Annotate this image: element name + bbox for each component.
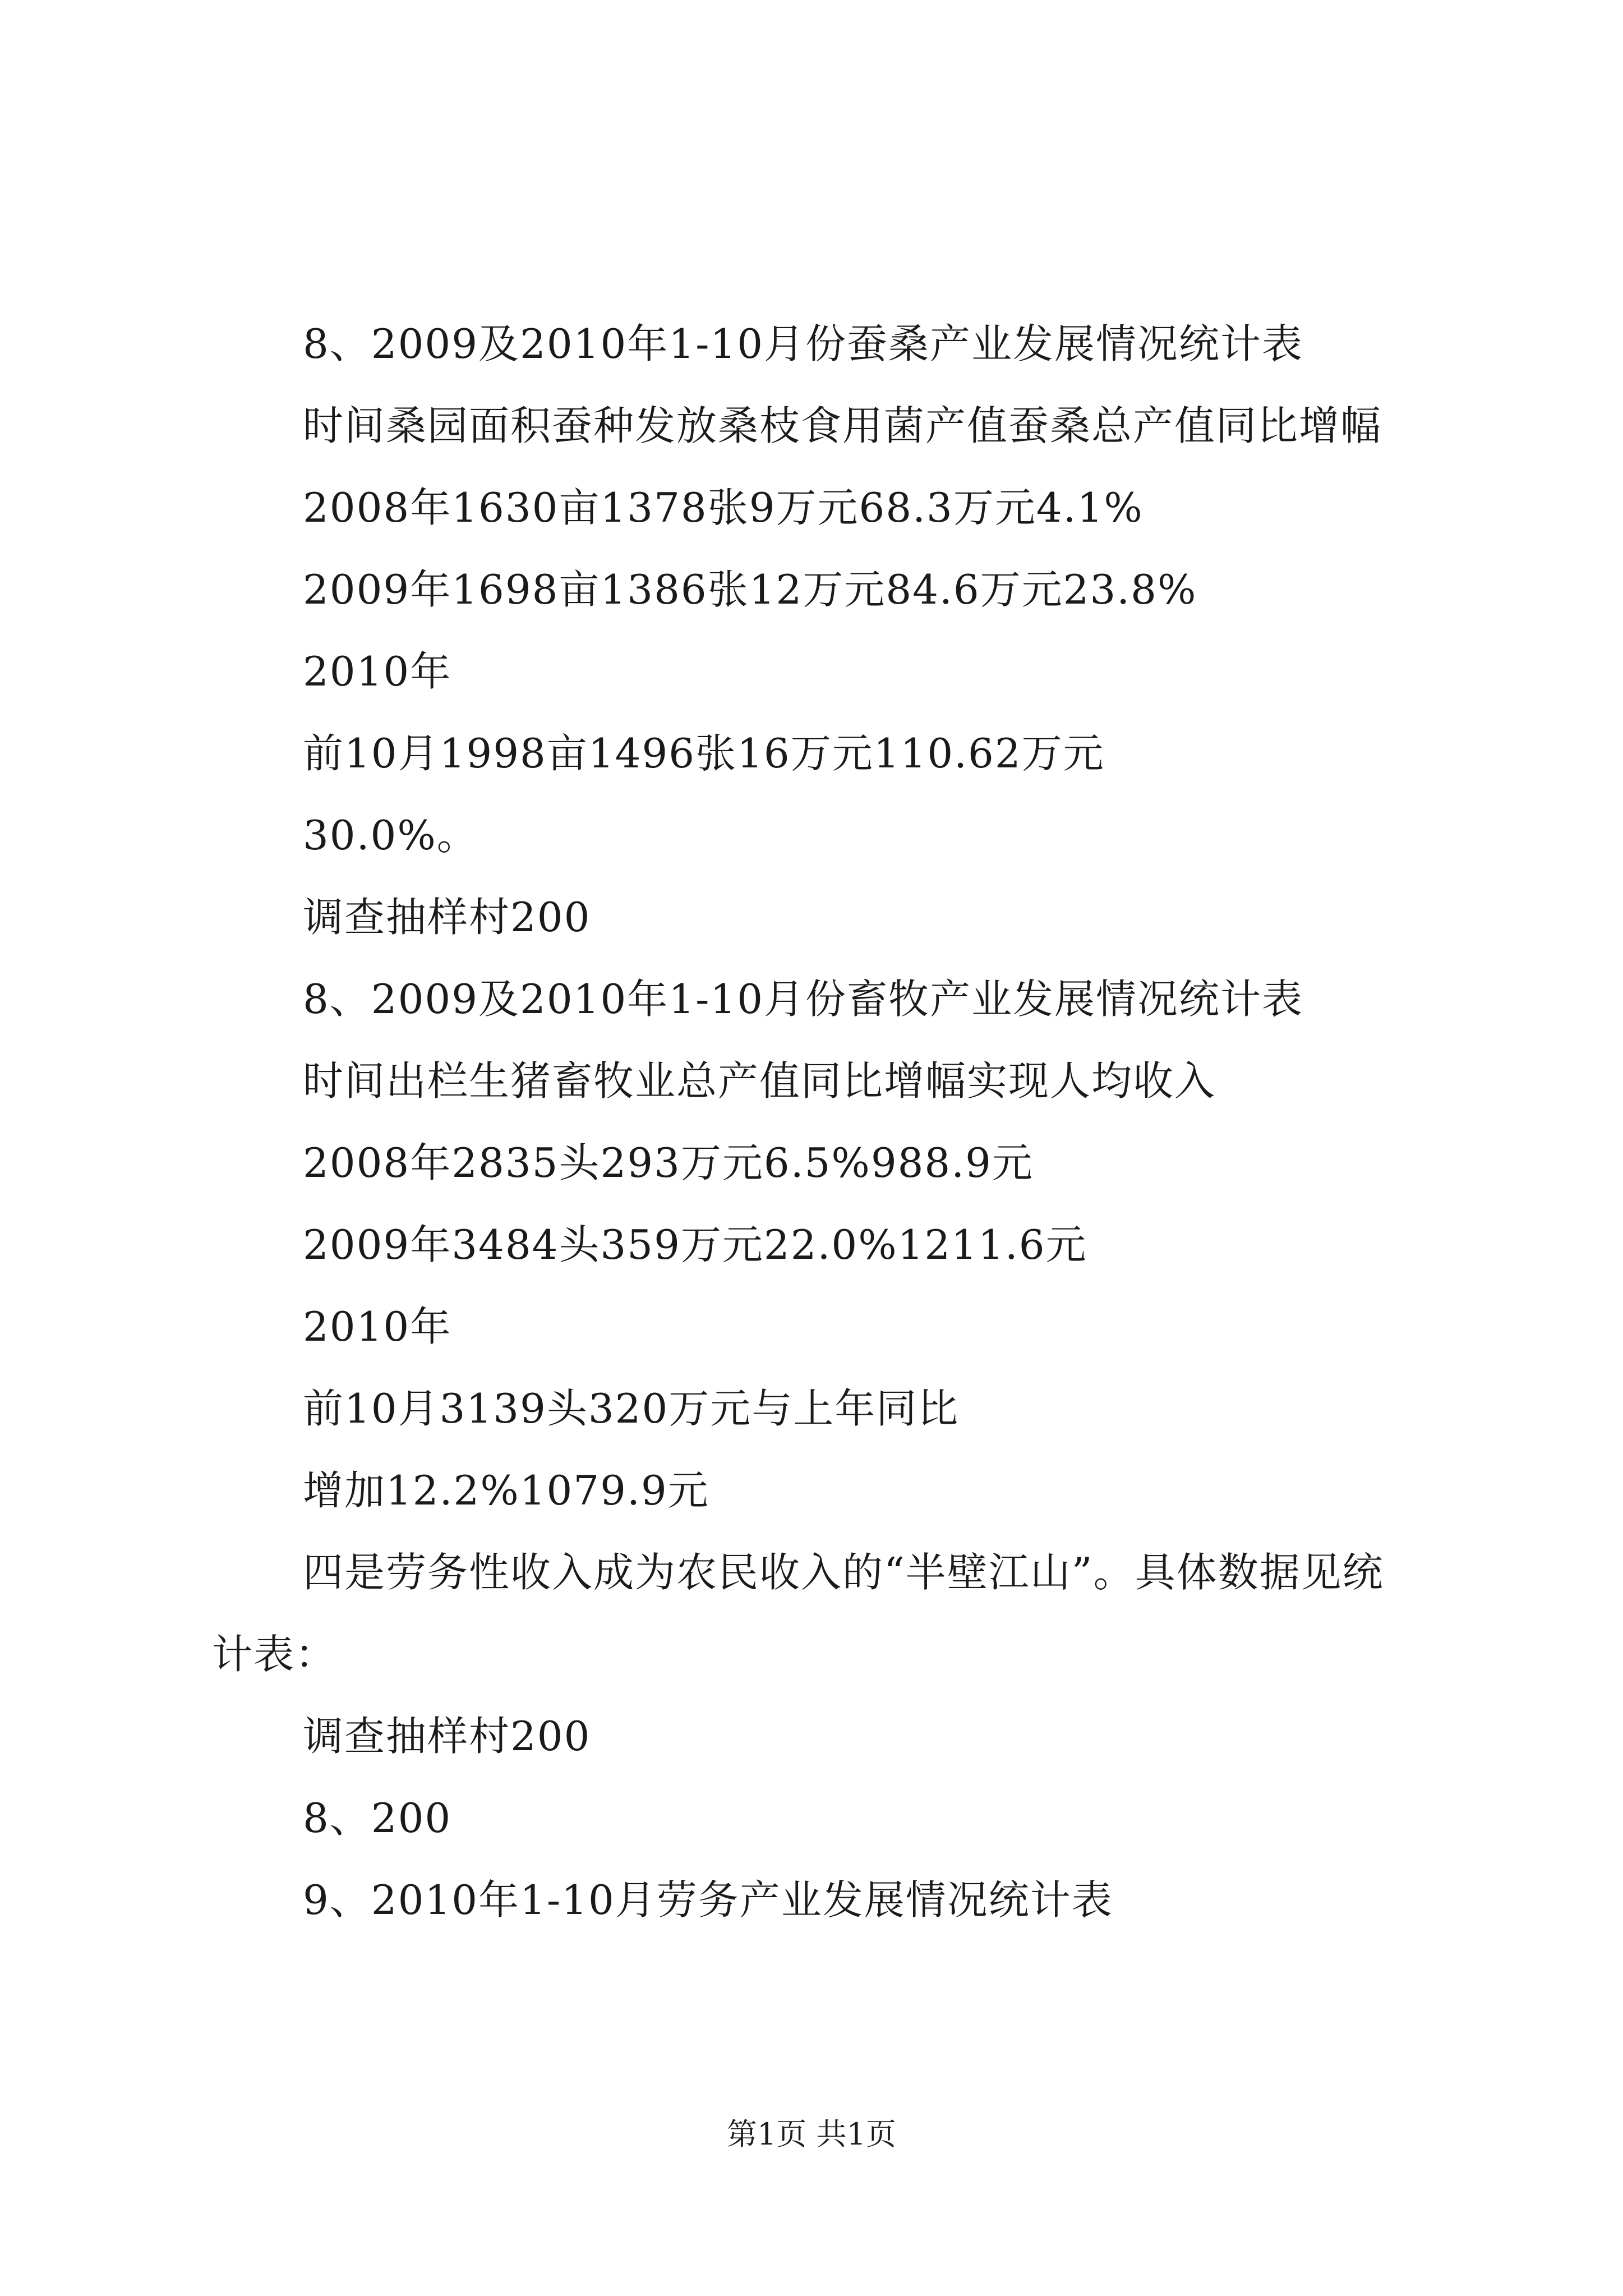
paragraph: 增加12.2%1079.9元 xyxy=(303,1467,709,1514)
paragraph: 时间出栏生猪畜牧业总产值同比增幅实现人均收入 xyxy=(303,1057,1216,1105)
paragraph: 调查抽样村200 xyxy=(303,1713,591,1760)
paragraph: 2010年 xyxy=(303,1303,452,1350)
paragraph: 四是劳务性收入成为农民收入的“半壁江山”。具体数据见统计表： xyxy=(212,1549,1384,1678)
paragraph: 2008年1630亩1378张9万元68.3万元4.1% xyxy=(303,484,1144,531)
paragraph: 2009年1698亩1386张12万元84.6万元23.8% xyxy=(303,566,1197,613)
paragraph: 8、2009及2010年1-10月份畜牧产业发展情况统计表 xyxy=(303,976,1304,1023)
paragraph: 2010年 xyxy=(303,648,452,695)
paragraph: 前10月3139头320万元与上年同比 xyxy=(303,1385,960,1432)
page-footer: 第1页 共1页 xyxy=(727,2116,896,2152)
document-body xyxy=(212,303,1418,1941)
paragraph: 30.0%。 xyxy=(303,812,478,859)
paragraph: 2009年3484头359万元22.0%1211.6元 xyxy=(303,1221,1087,1268)
paragraph: 前10月1998亩1496张16万元110.62万元 xyxy=(303,730,1105,777)
paragraph: 时间桑园面积蚕种发放桑枝食用菌产值蚕桑总产值同比增幅 xyxy=(303,402,1382,449)
paragraph: 调查抽样村200 xyxy=(303,894,591,941)
paragraph: 9、2010年1-10月劳务产业发展情况统计表 xyxy=(303,1876,1113,1924)
paragraph: 8、2009及2010年1-10月份蚕桑产业发展情况统计表 xyxy=(303,320,1304,367)
paragraph: 8、200 xyxy=(303,1795,452,1842)
paragraph: 2008年2835头293万元6.5%988.9元 xyxy=(303,1139,1034,1186)
